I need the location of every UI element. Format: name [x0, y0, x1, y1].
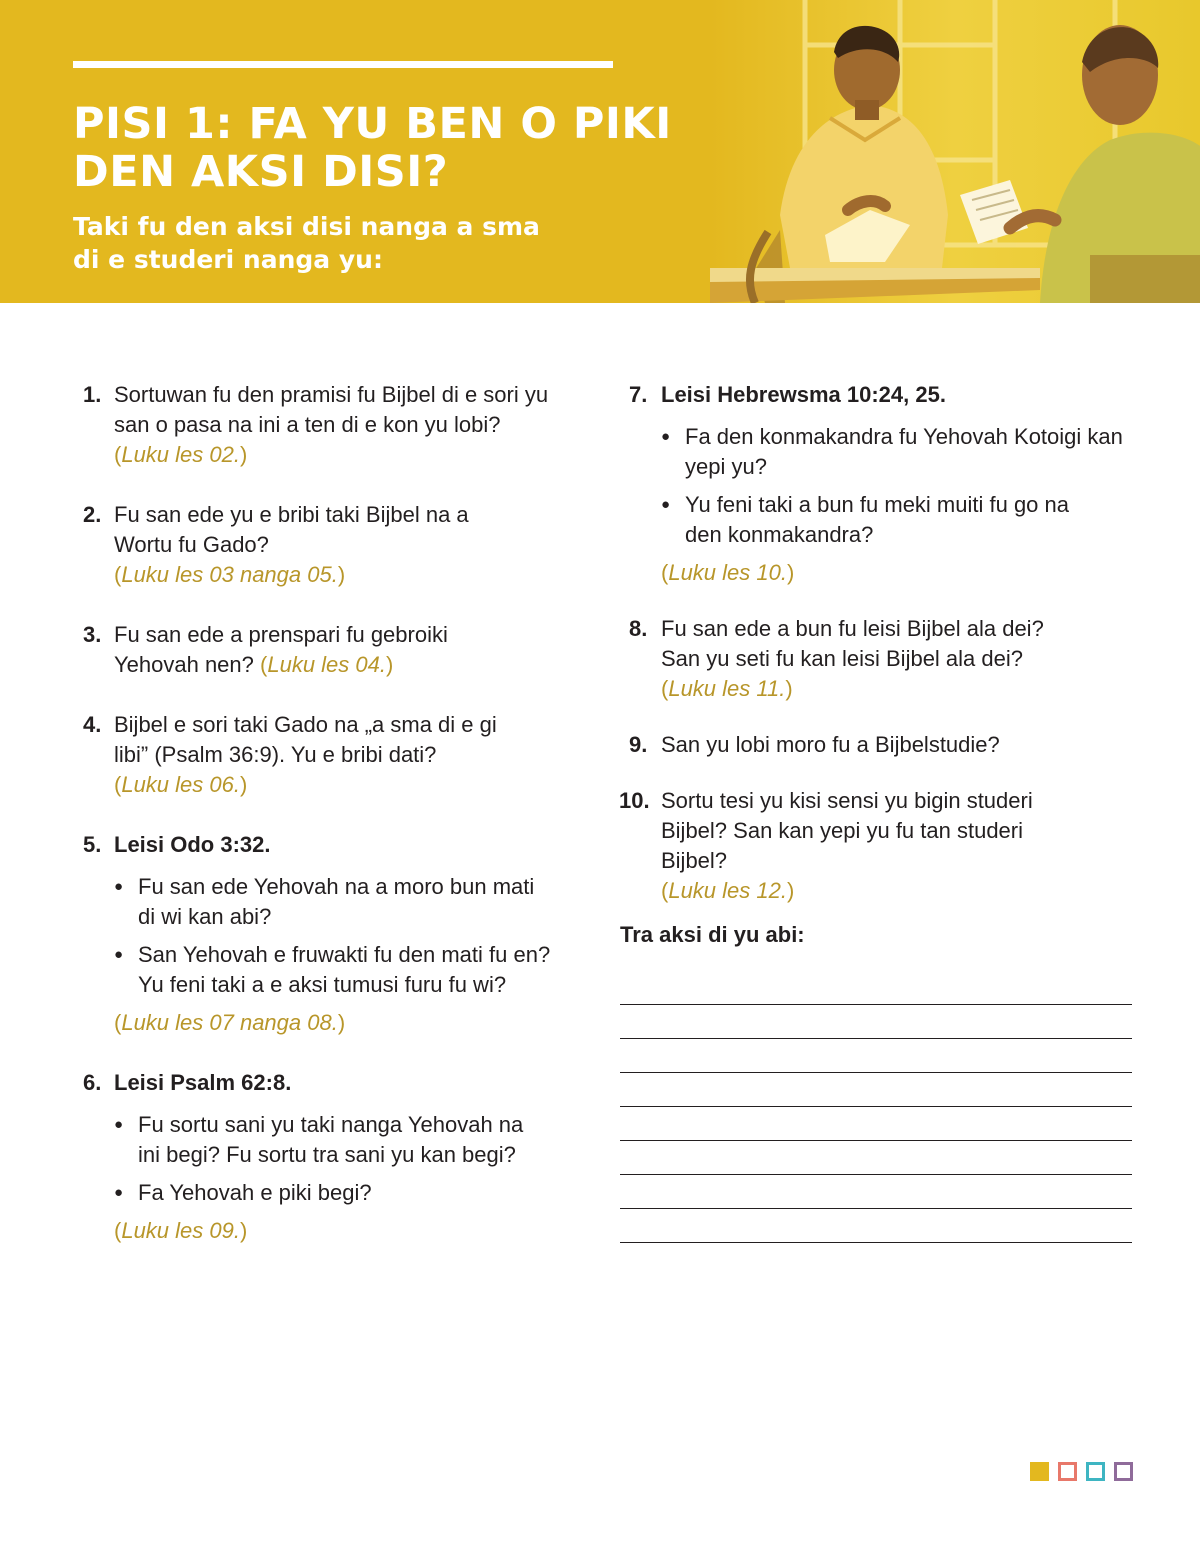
lesson-reference: Luku les 09. — [121, 1218, 240, 1243]
question-text: Bijbel e sori taki Gado na „a sma di e gi libi” (Psalm 36:9). Yu e bribi dati? — [114, 712, 497, 767]
bullet-list — [661, 422, 1137, 550]
lesson-reference: Luku les 03 nanga 05. — [121, 562, 338, 587]
question-1: 1. Sortuwan fu den pramisi fu Bijbel di e sori yu san o pasa na ini a ten di e kon yu lobi? (Luku les 02.) — [80, 380, 580, 470]
question-5: 5. Leisi Odo 3:32. ● Fu san ede Yehovah na a moro bun mati di wi kan abi? ● San Yehovah e fruwakti fu den mati fu en? Yu feni taki a e aksi tumusi furu fu wi? (Luku les 07 nanga 08.) — [80, 830, 580, 1038]
writing-line — [620, 1072, 1132, 1106]
question-text: Leisi Hebrewsma 10:24, 25. — [661, 382, 946, 407]
lesson-reference: Luku les 07 nanga 08. — [121, 1010, 338, 1035]
writing-line — [620, 1106, 1132, 1140]
question-number: 1. — [83, 382, 102, 407]
question-text: Fu san ede a bun fu leisi Bijbel ala dei? San yu seti fu kan leisi Bijbel ala dei? — [661, 616, 1044, 671]
lesson-reference: Luku les 10. — [668, 560, 787, 585]
writing-line — [620, 1038, 1132, 1072]
notes-heading: Tra aksi di yu abi: — [620, 922, 805, 947]
bullet-list — [114, 1110, 580, 1208]
question-text: Leisi Psalm 62:8. — [114, 1070, 292, 1095]
question-number: 3. — [83, 622, 102, 647]
writing-line — [620, 1140, 1132, 1174]
writing-line — [620, 1242, 1132, 1276]
bullet-list — [114, 872, 580, 1000]
question-8: 8. Fu san ede a bun fu leisi Bijbel ala dei? San yu seti fu kan leisi Bijbel ala dei? (Luku les 11.) — [617, 614, 1137, 704]
question-10: 10. Sortu tesi yu kisi sensi yu bigin studeri Bijbel? San kan yepi yu fu tan studeri Bijbel? (Luku les 12.) — [617, 786, 1137, 906]
lesson-reference: Luku les 06. — [121, 772, 240, 797]
study-illustration — [710, 0, 1200, 303]
writing-line — [620, 1004, 1132, 1038]
question-2: 2. Fu san ede yu e bribi taki Bijbel na a Wortu fu Gado? (Luku les 03 nanga 05.) — [80, 500, 580, 590]
bullet-item: ● Yu feni taki a bun fu meki muiti fu go na den konmakandra? — [661, 490, 1101, 550]
question-number: 2. — [83, 502, 102, 527]
header-banner — [0, 0, 1200, 303]
question-9 — [617, 730, 1137, 760]
question-text: Leisi Odo 3:32. — [114, 832, 271, 857]
question-text: Sortu tesi yu kisi sensi yu bigin studeri Bijbel? San kan yepi yu fu tan studeri Bijbel? — [661, 788, 1033, 873]
lesson-reference: Luku les 02. — [121, 442, 240, 467]
bullet-item: ● Fu san ede Yehovah na a moro bun mati di wi kan abi? — [114, 872, 544, 932]
page-subtitle: Taki fu den aksi disi nanga a sma di e studeri nanga yu: — [73, 212, 540, 274]
question-text: Fu san ede a prenspari fu gebroiki Yehovah nen? — [114, 622, 448, 677]
question-3: 3. Fu san ede a prenspari fu gebroiki Yehovah nen? (Luku les 04.) — [83, 622, 448, 677]
question-number: 9. — [629, 732, 648, 757]
bullet-item: ● Fa den konmakandra fu Yehovah Kotoigi kan yepi yu? — [661, 422, 1137, 482]
question-6: 6. Leisi Psalm 62:8. ● Fu sortu sani yu taki nanga Yehovah na ini begi? Fu sortu tra sani yu kan begi? ● Fa Yehovah e piki begi? (Luku les 09.) — [80, 1068, 580, 1246]
square-teal — [1086, 1462, 1105, 1481]
lesson-reference: Luku les 04. — [267, 652, 386, 677]
questions-left-column — [80, 380, 580, 1246]
question-text: San yu lobi moro fu a Bijbelstudie? — [661, 732, 1000, 757]
bullet-item: ● Fu sortu sani yu taki nanga Yehovah na ini begi? Fu sortu tra sani yu kan begi? — [114, 1110, 544, 1170]
question-number: 5. — [83, 832, 102, 857]
header-rule — [73, 61, 613, 68]
page-title: PISI 1: FA YU BEN O PIKI DEN AKSI DISI? — [73, 99, 672, 197]
bullet-item: ● San Yehovah e fruwakti fu den mati fu en? Yu feni taki a e aksi tumusi furu fu wi? — [114, 940, 580, 1000]
question-7: 7. Leisi Hebrewsma 10:24, 25. ● Fa den konmakandra fu Yehovah Kotoigi kan yepi yu? ● Yu feni taki a bun fu meki muiti fu go na den konmakandra? (Luku les 10.) — [617, 380, 1137, 588]
bullet-item: ● Fa Yehovah e piki begi? — [114, 1178, 580, 1208]
color-squares — [1030, 1462, 1133, 1481]
square-purple — [1114, 1462, 1133, 1481]
question-number: 7. — [629, 382, 648, 407]
lesson-reference: Luku les 12. — [668, 878, 787, 903]
question-text: Sortuwan fu den pramisi fu Bijbel di e sori yu san o pasa na ini a ten di e kon yu lobi? — [114, 382, 549, 437]
question-number: 4. — [83, 712, 102, 737]
question-text: Fu san ede yu e bribi taki Bijbel na a Wortu fu Gado? — [114, 502, 469, 557]
square-yellow — [1030, 1462, 1049, 1481]
lesson-reference: Luku les 11. — [668, 676, 786, 701]
questions-right-column — [617, 380, 1137, 906]
question-number: 8. — [629, 616, 648, 641]
square-coral — [1058, 1462, 1077, 1481]
writing-line — [620, 1174, 1132, 1208]
question-number: 6. — [83, 1070, 102, 1095]
question-number: 10. — [619, 788, 650, 813]
question-4: 4. Bijbel e sori taki Gado na „a sma di e gi libi” (Psalm 36:9). Yu e bribi dati? (Luku les 06.) — [80, 710, 580, 800]
writing-line — [620, 1208, 1132, 1242]
notes-lines — [620, 1004, 1132, 1276]
